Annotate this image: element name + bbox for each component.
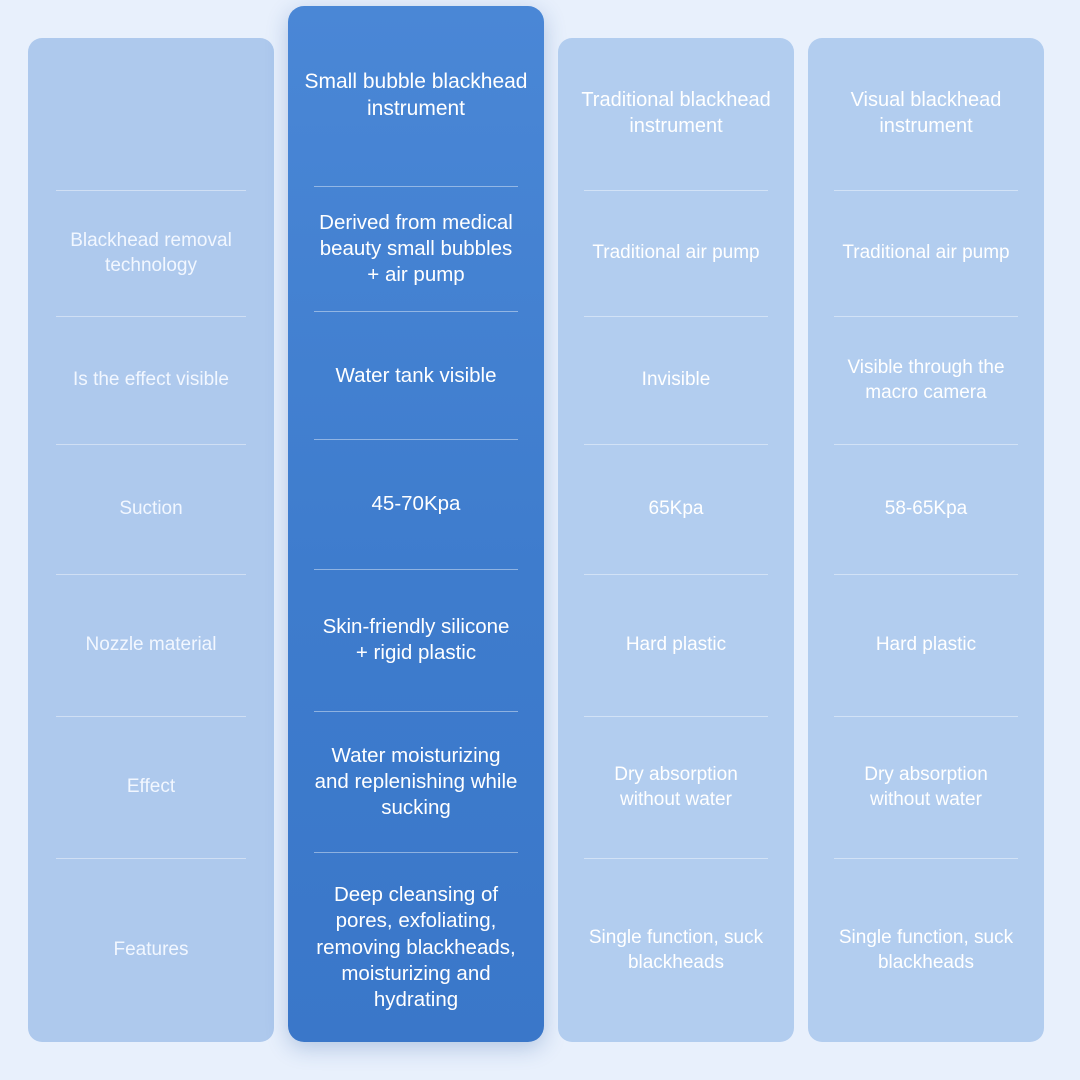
cell-visual-effect-visible: Visible through the macro camera [834,316,1018,444]
cell-small-bubble-features: Deep cleansing of pores, exfoliating, removing blackheads, moisturizing and hydrating [314,852,518,1042]
cell-traditional-features: Single function, suck blackheads [584,858,768,1042]
cell-traditional-technology: Traditional air pump [584,190,768,316]
row-label-suction: Suction [56,444,246,574]
row-label-header [28,38,274,190]
row-label-column [28,38,274,1042]
row-label-effect: Effect [56,716,246,858]
cell-small-bubble-suction: 45-70Kpa [314,439,518,569]
comparison-table [28,38,1052,1042]
cell-traditional-nozzle-material: Hard plastic [584,574,768,716]
cell-traditional-effect: Dry absorption without water [584,716,768,858]
cell-visual-suction: 58-65Kpa [834,444,1018,574]
row-label-nozzle-material: Nozzle material [56,574,246,716]
cell-small-bubble-effect: Water moisturizing and replenishing while sucking [314,711,518,853]
product-column-small-bubble[interactable] [288,6,544,1042]
column-header-traditional: Traditional blackhead instrument [581,89,771,137]
cell-small-bubble-effect-visible: Water tank visible [314,311,518,439]
product-column-traditional[interactable] [558,38,794,1042]
cell-visual-effect: Dry absorption without water [834,716,1018,858]
row-label-effect-visible: Is the effect visible [56,316,246,444]
cell-traditional-suction: 65Kpa [584,444,768,574]
column-header-small-bubble: Small bubble blackhead instrument [304,69,528,120]
product-column-visual[interactable] [808,38,1044,1042]
cell-small-bubble-nozzle-material: Skin-friendly silicone + rigid plastic [314,569,518,711]
cell-visual-features: Single function, suck blackheads [834,858,1018,1042]
row-label-technology: Blackhead removal technology [56,190,246,316]
row-label-features: Features [56,858,246,1042]
cell-small-bubble-technology: Derived from medical beauty small bubbles + air pump [314,186,518,312]
cell-visual-technology: Traditional air pump [834,190,1018,316]
cell-traditional-effect-visible: Invisible [584,316,768,444]
column-header-visual: Visual blackhead instrument [850,89,1002,137]
cell-visual-nozzle-material: Hard plastic [834,574,1018,716]
